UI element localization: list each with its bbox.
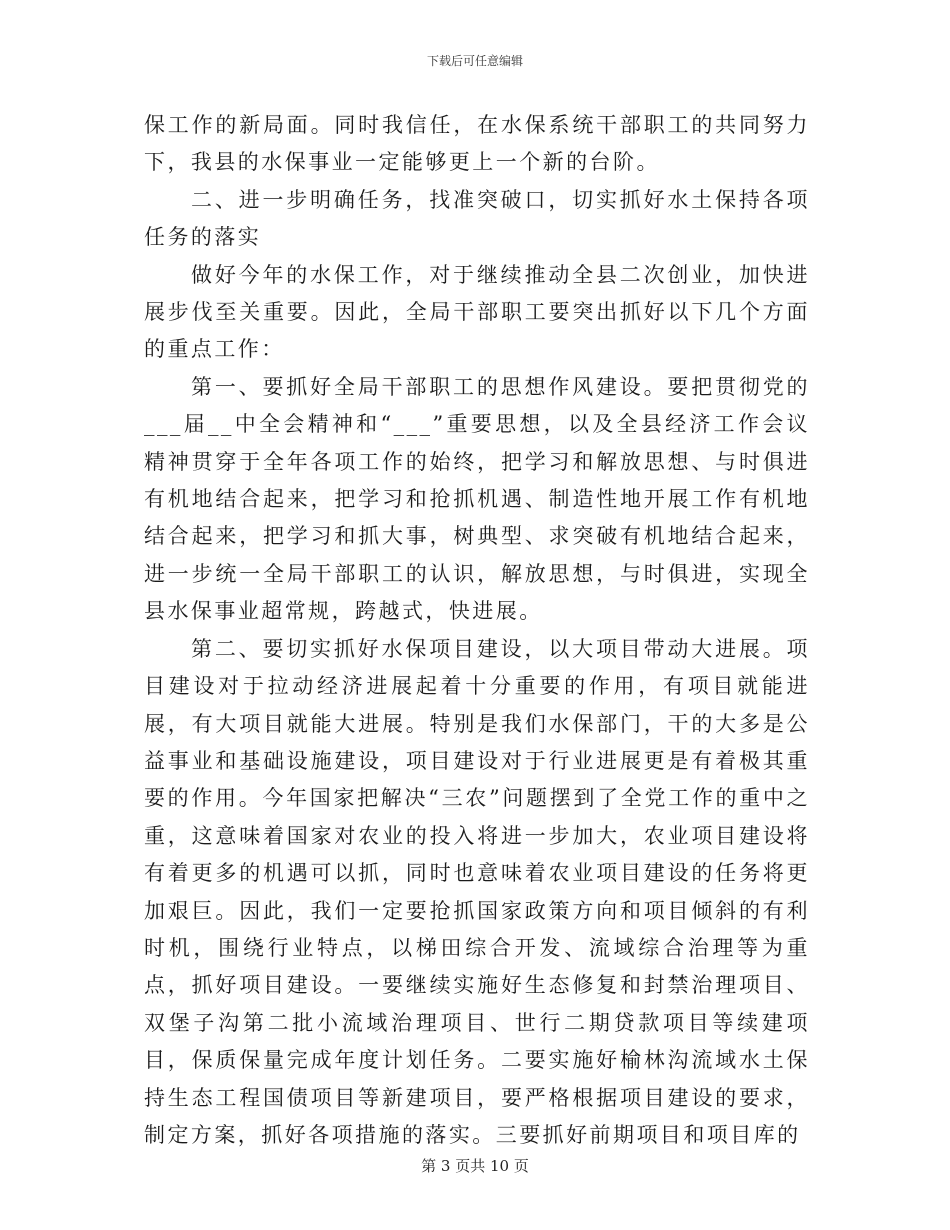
document-body [144, 107, 810, 1154]
section-heading: 二、进一步明确任务，找准突破口，切实抓好水土保持各项任务的落实 [144, 187, 810, 250]
paragraph-first-point: 第一、要抓好全局干部职工的思想作风建设。要把贯彻党的___届__中全会精神和“___”重要思想，以及全县经济工作会议精神贯穿于全年各项工作的始终，把学习和解放思想、与时俱进有机地结合起来，把学习和抢抓机遇、制造性地开展工作有机地结合起来，把学习和抓大事，树典型、求突破有机地结合起来，进一步统一全局干部职工的认识，解放思想，与时俱进，实现全县水保事业超常规，跨越式，快进展。 [144, 374, 810, 624]
paragraph-continuation: 保工作的新局面。同时我信任，在水保系统干部职工的共同努力下，我县的水保事业一定能够更上一个新的台阶。 [144, 113, 810, 175]
page-number: 第 3 页共 10 页 [421, 1157, 529, 1175]
page-header-note: 下载后可任意编辑 [426, 54, 523, 68]
paragraph-second-point: 第二、要切实抓好水保项目建设，以大项目带动大进展。项目建设对于拉动经济进展起着十分重要的作用，有项目就能进展，有大项目就能大进展。特别是我们水保部门，干的大多是公益事业和基础设施建设，项目建设对于行业进展更是有着极其重要的作用。今年国家把解决“三农”问题摆到了全党工作的重中之重，这意味着国家对农业的投入将进一步加大，农业项目建设将有着更多的机遇可以抓，同时也意味着农业项目建设的任务将更加艰巨。因此，我们一定要抢抓国家政策方向和项目倾斜的有利时机，围绕行业特点，以梯田综合开发、流域综合治理等为重点，抓好项目建设。一要继续实施好生态修复和封禁治理项目、双堡子沟第二批小流域治理项目、世行二期贷款项目等续建项目，保质保量完成年度计划任务。二要实施好榆林沟流域水土保持生态工程国债项目等新建项目，要严格根据项目建设的要求，制定方案，抓好各项措施的落实。三要抓好前期项目和项目库的 [144, 636, 810, 1147]
paragraph-intro: 做好今年的水保工作，对于继续推动全县二次创业，加快进展步伐至关重要。因此，全局干部职工要突出抓好以下几个方面的重点工作： [144, 262, 810, 362]
